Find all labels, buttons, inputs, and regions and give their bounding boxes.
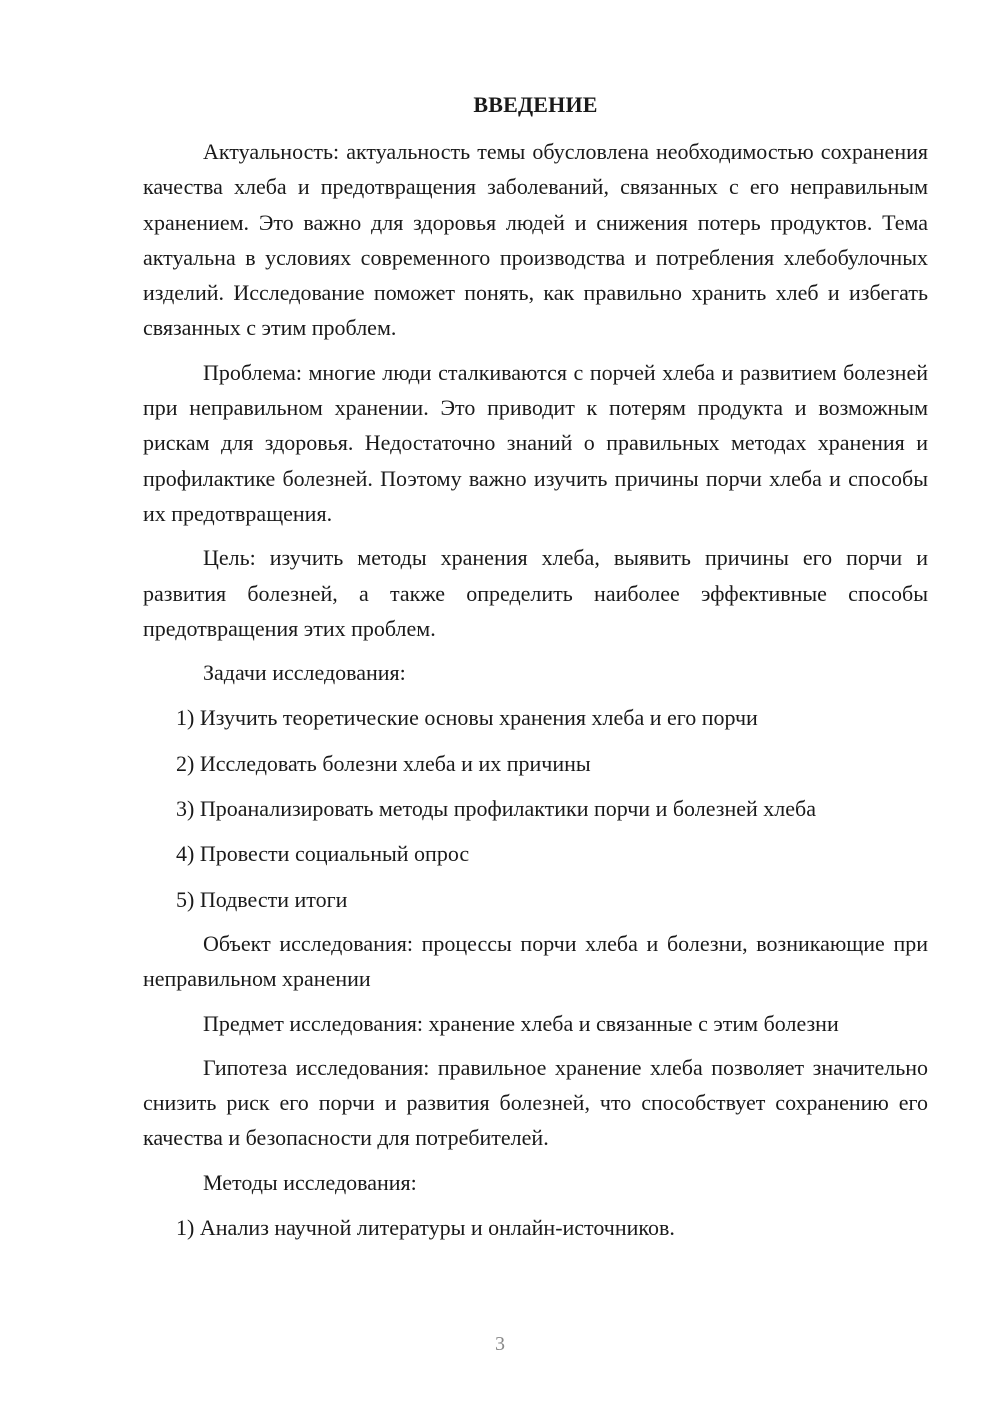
list-item: 1) Анализ научной литературы и онлайн-источников. (176, 1215, 675, 1241)
methods-title: Методы исследования: (203, 1169, 417, 1195)
list-item: 2) Исследовать болезни хлеба и их причины (176, 750, 591, 776)
list-item: 1) Изучить теоретические основы хранения хлеба и его порчи (176, 705, 758, 731)
subject-paragraph: Предмет исследования: хранение хлеба и связанные с этим болезни (203, 1010, 839, 1036)
tasks-list (143, 700, 928, 916)
hypothesis-paragraph: Гипотеза исследования: правильное хранение хлеба позволяет значительно снизить риск его порчи и развития болезней, что способствует сохранению его качества и безопасности для потребителей. (143, 1054, 928, 1151)
document-page (143, 92, 928, 1255)
goal-paragraph: Цель: изучить методы хранения хлеба, выявить причины его порчи и развития болезней, а также определить наиболее эффективные способы предотвращения этих проблем. (143, 545, 928, 641)
relevance-paragraph: Актуальность: актуальность темы обусловлена необходимостью сохранения качества хлеба и предотвращения заболеваний, связанных с его неправильным хранением. Это важно для здоровья людей и снижения потерь продуктов. Тема актуальна в условиях современного производства и потребления хлебобулочных изделий. Исследование поможет понять, как правильно хранить хлеб и избегать связанных с этим проблем. (143, 139, 928, 341)
list-item: 4) Провести социальный опрос (176, 841, 470, 867)
list-item: 3) Проанализировать методы профилактики порчи и болезней хлеба (176, 796, 816, 822)
object-paragraph: Объект исследования: процессы порчи хлеба и болезни, возникающие при неправильном хранении (143, 930, 928, 992)
problem-paragraph: Проблема: многие люди сталкиваются с порчей хлеба и развитием болезней при неправильном хранении. Это приводит к потерям продукта и возможным рискам для здоровья. Недостаточно знаний о правильных методах хранения и профилактике болезней. Поэтому важно изучить причины порчи хлеба и способы их предотвращения. (143, 359, 928, 526)
page-title: ВВЕДЕНИЕ (473, 92, 598, 117)
methods-list (143, 1210, 928, 1245)
page-number: 3 (495, 1333, 505, 1355)
tasks-title: Задачи исследования: (203, 660, 406, 686)
list-item: 5) Подвести итоги (176, 886, 348, 912)
